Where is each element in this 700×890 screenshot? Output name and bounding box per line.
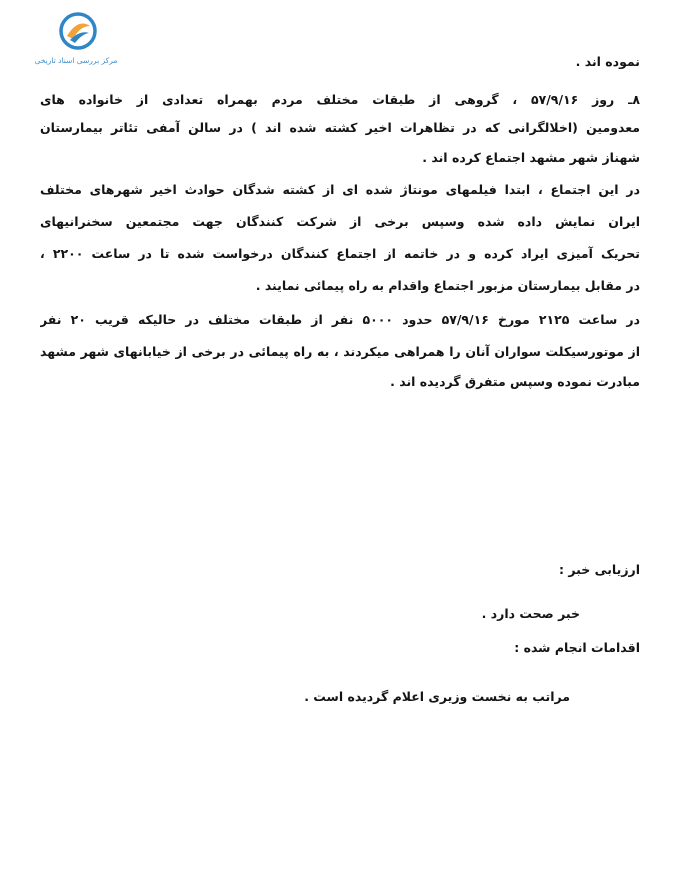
paragraph-2-line: تحریک آمیزی ایراد کرده و در خاتمه از اجتماع کنندگان درخواست شده تا در ساعت ۲۲۰۰ ، xyxy=(40,246,640,261)
actions-value: مراتب به نخست وزیری اعلام گردیده است . xyxy=(304,689,570,704)
paragraph-3-line: از موتورسیکلت سواران آنان را همراهی میکردند ، به راه پیمائی در برخی از خیابانهای شهر مشهد xyxy=(40,344,640,359)
paragraph-3-line: در ساعت ۲۱۲۵ مورخ ۵۷/۹/۱۶ حدود ۵۰۰۰ نفر از طبقات مختلف در حالیکه قریب ۲۰ نفر xyxy=(40,312,640,327)
opening-line: نموده اند . xyxy=(575,54,640,69)
paragraph-8-line: ۸ـ روز ۵۷/۹/۱۶ ، گروهی از طبقات مختلف مردم بهمراه تعدادی از خانواده های xyxy=(40,92,640,107)
evaluation-value: خبر صحت دارد . xyxy=(481,606,580,621)
archive-logo-text: مرکز بررسی اسناد تاریخی xyxy=(34,56,118,65)
evaluation-label: ارزیابی خبر : xyxy=(559,562,640,577)
paragraph-2-line: در مقابل بیمارستان مزبور اجتماع واقدام به راه پیمائی نمایند . xyxy=(255,278,640,293)
paragraph-2-line: در این اجتماع ، ابتدا فیلمهای مونتاژ شده ای از کشته شدگان حوادث اخیر شهرهای مختلف xyxy=(40,182,640,197)
actions-label: اقدامات انجام شده : xyxy=(514,640,640,655)
paragraph-2-line: ایران نمایش داده شده وسپس برخی از شرکت کنندگان جهت مجتمعین سخنرانیهای xyxy=(40,214,640,229)
paragraph-8-line: شهناز شهر مشهد اجتماع کرده اند . xyxy=(422,150,640,165)
paragraph-8-line: معدومین (اخلالگرانی که در تظاهرات اخیر کشته شده اند ) در سالن آمفی تئاتر بیمارستان xyxy=(40,120,640,135)
paragraph-3-line: مبادرت نموده وسپس متفرق گردیده اند . xyxy=(390,374,640,389)
